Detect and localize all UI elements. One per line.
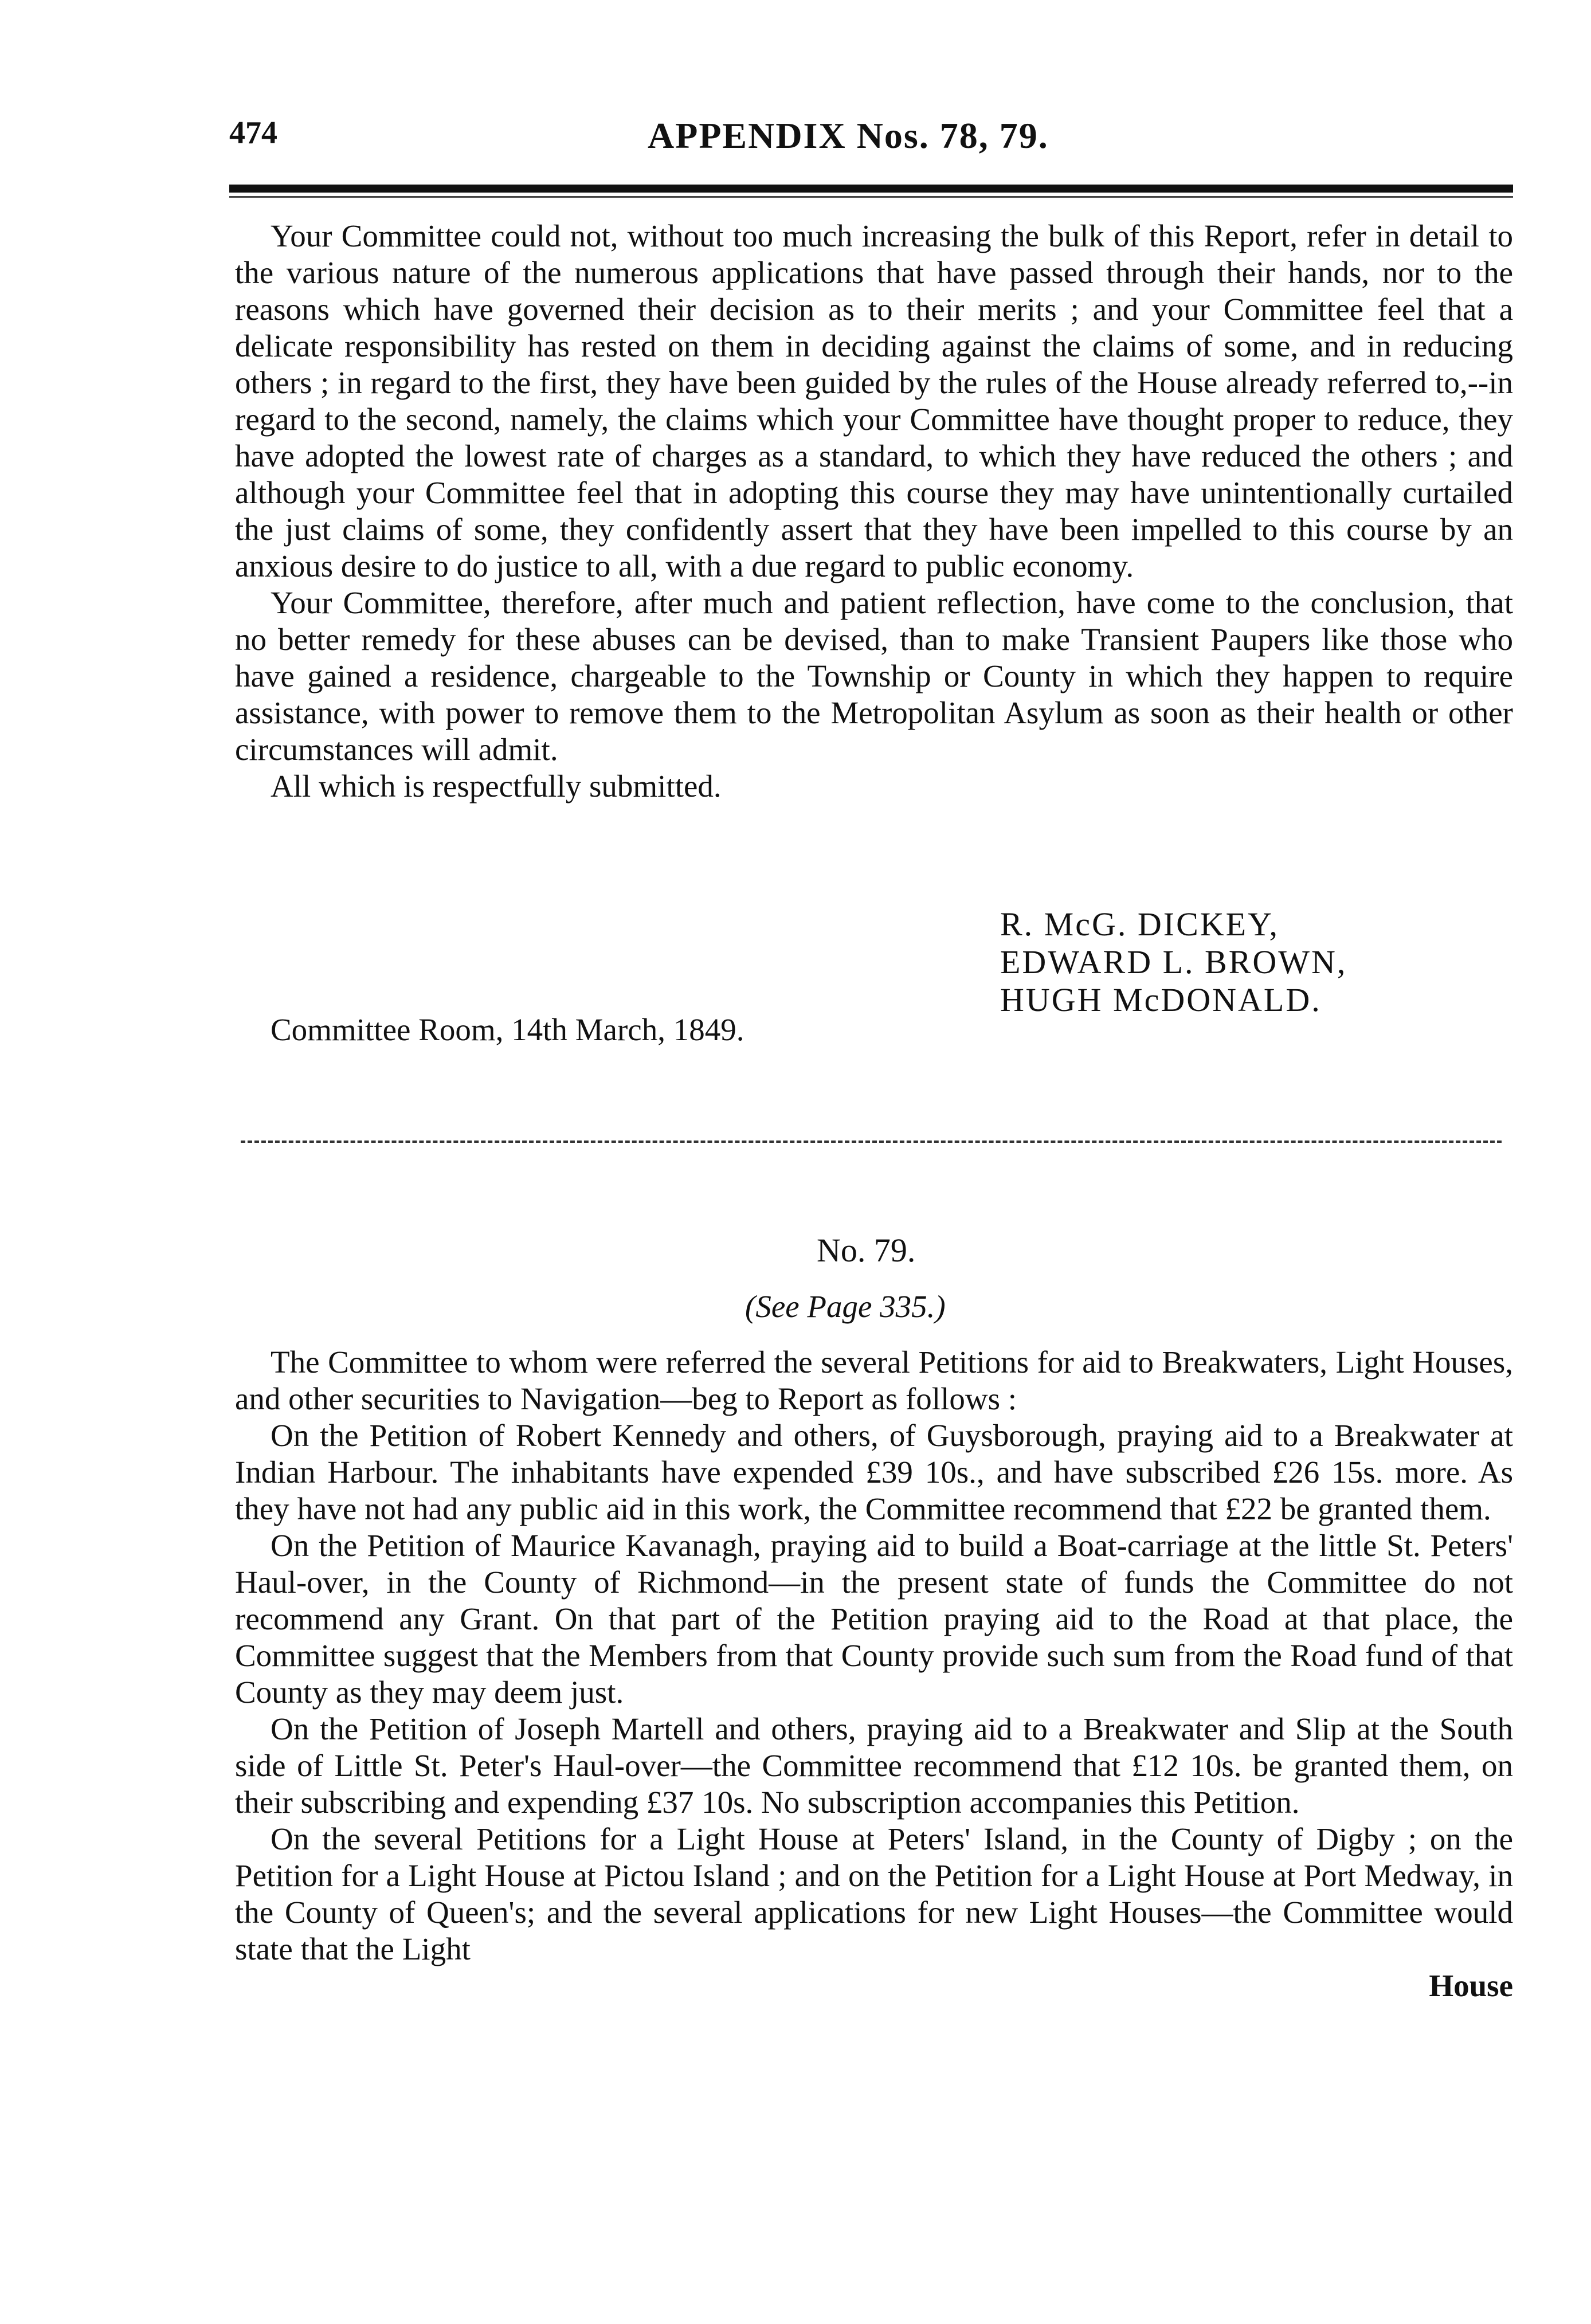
signatures (1000, 906, 1347, 1019)
page-number: 474 (229, 115, 277, 151)
report-79-paragraph: On the Petition of Robert Kennedy and others, of Guysborough, praying aid to a Breakwater at Indian Harbour. The inhabitants have expended £39 10s., and have subscribed £26 15s. more. As they have not had any public aid in this work, the Committee recommend that £22 be granted them. (235, 1418, 1513, 1526)
report-78-paragraph: Your Committee could not, without too much increasing the bulk of this Report, refer in detail to the various nature of the numerous applications that have passed through their hands, nor to the reasons which have governed their decision as to their merits ; and your Committee feel that a delicate responsibility has rested on them in deciding against the claims of some, and in reducing others ; in regard to the first, they have been guided by the rules of the House already referred to,--in regard to the second, namely, the claims which your Committee have thought proper to reduce, they have adopted the lowest rate of charges as a standard, to which they have reduced the others ; and although your Committee feel that in adopting this course they may have unintentionally curtailed the just claims of some, they confidently assert that they have been impelled to this course by an anxious desire to do justice to all, with a due regard to public economy. (235, 218, 1513, 583)
report-79-body (235, 1344, 1513, 2004)
report-79-paragraph: On the several Petitions for a Light House at Peters' Island, in the County of Digby ; on the Petition for a Light House at Pictou Island ; and on the Petition for a Light House at Port Medway, in the County of Queen's; and the several applications for new Light Houses—the Committee would state that the Light (235, 1821, 1513, 1966)
signatory: EDWARD L. BROWN, (1000, 943, 1347, 981)
report-78-body (235, 218, 1513, 805)
report-78-submission: All which is respectfully submitted. (271, 769, 722, 804)
catchword: House (1429, 1968, 1513, 2003)
dateline: Committee Room, 14th March, 1849. (271, 1012, 744, 1047)
section-divider (241, 1141, 1502, 1143)
signatory: HUGH McDONALD. (1000, 981, 1322, 1018)
report-79-paragraph: The Committee to whom were referred the several Petitions for aid to Breakwaters, Light Houses, and other securities to Navigation—beg to Report as follows : (235, 1345, 1513, 1416)
report-79-paragraph: On the Petition of Joseph Martell and others, praying aid to a Breakwater and Slip at the South side of Little St. Peter's Haul-over—the Committee recommend that £12 10s. be granted them, on their subscribing and expending £37 10s. No subscription accompanies this Petition. (235, 1711, 1513, 1820)
header-rule (229, 185, 1513, 193)
running-header: APPENDIX Nos. 78, 79. (648, 115, 1049, 156)
section-number: No. 79. (817, 1232, 916, 1269)
report-79-paragraph: On the Petition of Maurice Kavanagh, praying aid to build a Boat-carriage at the little St. Peters' Haul-over, in the County of Richmond—in the present state of funds the Committee do not recommend any Grant. On that part of the Petition praying aid to the Road at that place, the Committee suggest that the Members from that County provide such sum from the Road fund of that County as they may deem just. (235, 1528, 1513, 1710)
report-78-paragraph: Your Committee, therefore, after much and patient reflection, have come to the conclusion, that no better remedy for these abuses can be devised, than to make Transient Paupers like those who have gained a residence, chargeable to the Township or County in which they happen to require assistance, with power to remove them to the Metropolitan Asylum as soon as their health or other circumstances will admit. (235, 585, 1513, 767)
signatory: R. McG. DICKEY, (1000, 906, 1279, 943)
page-reference: (See Page 335.) (745, 1289, 946, 1324)
